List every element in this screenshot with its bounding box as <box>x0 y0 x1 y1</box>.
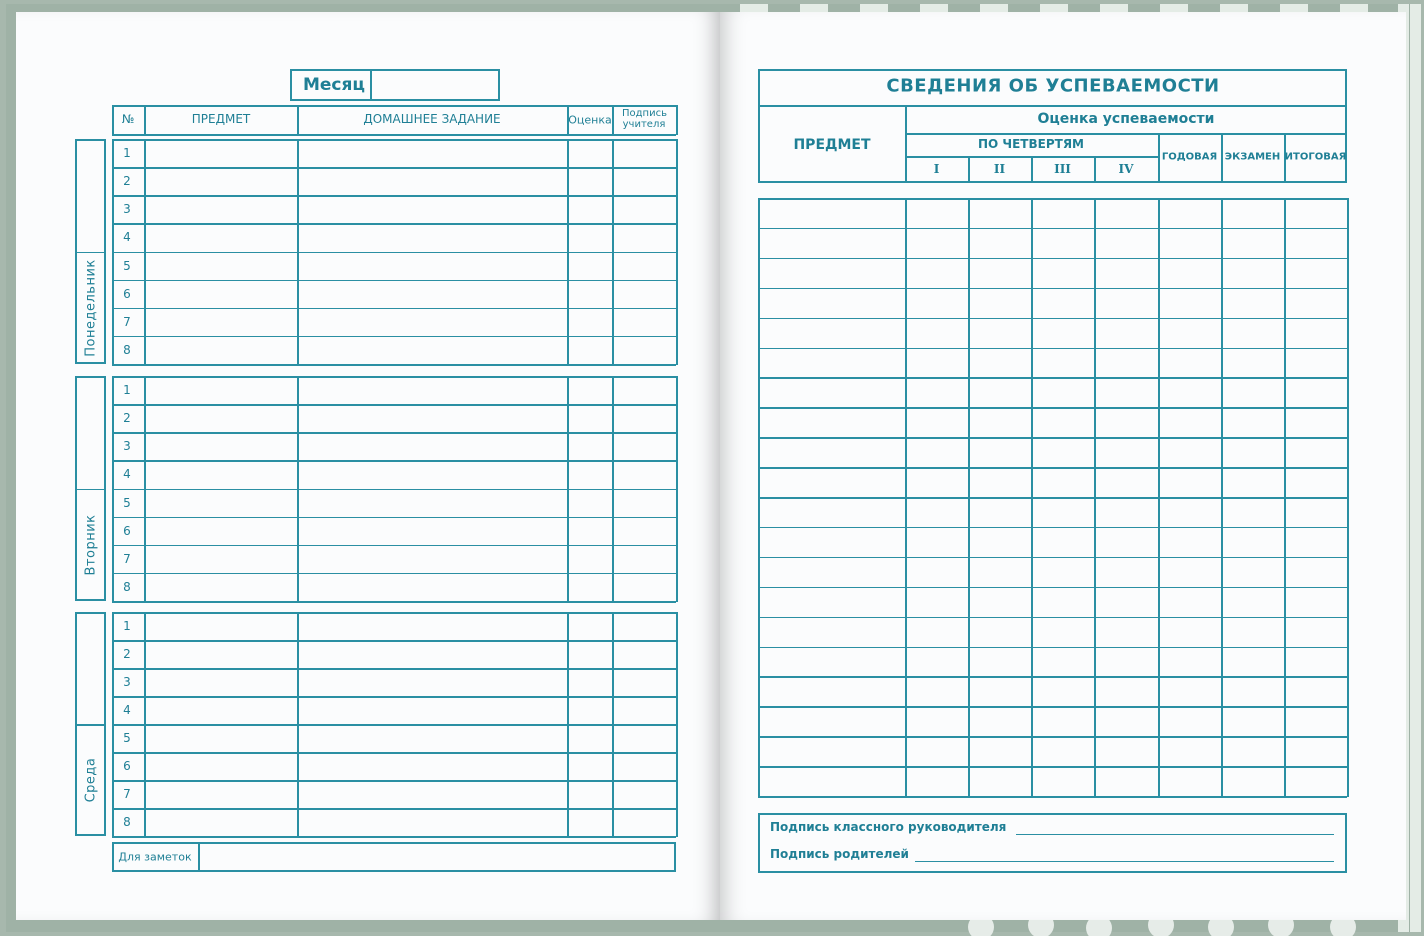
quarters-header: ПО ЧЕТВЕРТЯМ <box>977 137 1085 151</box>
grade-row[interactable] <box>760 200 1345 227</box>
quarter-label: IV <box>1118 162 1134 176</box>
grade-row[interactable] <box>760 708 1345 735</box>
grade-row[interactable] <box>760 619 1345 646</box>
grid-line-h <box>75 252 106 254</box>
grid-line-v <box>1031 156 1033 182</box>
day-label: Вторник <box>83 514 99 576</box>
grid-line-v <box>968 156 970 182</box>
grid-line-h <box>75 724 106 726</box>
header-subject: ПРЕДМЕТ <box>191 112 251 126</box>
row-number: 7 <box>123 787 131 801</box>
row-number: 5 <box>123 495 131 510</box>
grade-row[interactable] <box>760 320 1345 347</box>
right-page-grades <box>720 12 1406 920</box>
day-label: Среда <box>83 757 99 803</box>
homework-row[interactable] <box>146 254 674 279</box>
homework-row[interactable] <box>146 698 674 723</box>
cover-stripe-top <box>920 4 948 12</box>
homework-row[interactable] <box>146 197 674 222</box>
homework-row[interactable] <box>146 310 674 335</box>
grade-row[interactable] <box>760 439 1345 466</box>
notes-label: Для заметок <box>118 850 192 864</box>
month-label: Месяц <box>302 75 366 95</box>
signature-teacher-field[interactable] <box>1016 818 1334 836</box>
grid-line-h <box>75 489 106 491</box>
cover-stripe <box>1410 4 1421 932</box>
homework-row[interactable] <box>146 810 674 835</box>
grade-row[interactable] <box>760 499 1345 526</box>
cover-stripe-top <box>1040 4 1068 12</box>
grid-line-v <box>1158 198 1160 797</box>
grade-row[interactable] <box>760 589 1345 616</box>
homework-row[interactable] <box>146 614 674 639</box>
grid-line-v <box>676 376 678 602</box>
homework-row[interactable] <box>146 406 674 431</box>
grade-row[interactable] <box>760 409 1345 436</box>
row-number: 2 <box>123 411 131 426</box>
grid-line-v <box>112 139 114 365</box>
cover-stripe-top <box>1220 4 1248 12</box>
row-number: 1 <box>123 383 131 398</box>
grid-line-v <box>1158 133 1160 182</box>
row-number: 7 <box>123 314 131 329</box>
grade-row[interactable] <box>760 678 1345 705</box>
grid-line-v <box>612 105 614 135</box>
grade-row[interactable] <box>760 230 1345 257</box>
grade-row[interactable] <box>760 290 1345 317</box>
grid-line-v <box>905 105 907 182</box>
grid-line-v <box>1221 133 1223 182</box>
signature-teacher-label: Подпись классного руководителя <box>770 820 1007 834</box>
homework-row[interactable] <box>146 141 674 166</box>
grid-line-v <box>297 105 299 135</box>
row-number: 4 <box>123 467 131 482</box>
summary-column-label: ИТОГОВАЯ <box>1284 151 1347 163</box>
row-number: 6 <box>123 523 131 538</box>
grid-line-v <box>968 198 970 797</box>
grid-line-v <box>676 612 678 837</box>
grid-line-v <box>112 612 114 837</box>
cover-stripe-top <box>1160 4 1188 12</box>
grades-title: СВЕДЕНИЯ ОБ УСПЕВАЕМОСТИ <box>886 75 1220 97</box>
quarter-label: II <box>993 162 1006 176</box>
row-number: 6 <box>123 759 131 773</box>
row-number: 5 <box>123 258 131 273</box>
row-number: 6 <box>123 286 131 301</box>
homework-row[interactable] <box>146 338 674 363</box>
month-divider <box>370 69 372 101</box>
grid-line-h <box>905 133 1347 135</box>
cover-stripe-top <box>860 4 888 12</box>
grid-line-h <box>112 364 676 366</box>
row-number: 7 <box>123 551 131 566</box>
summary-column-label: ГОДОВАЯ <box>1161 151 1218 163</box>
row-number: 2 <box>123 174 131 189</box>
row-number: 8 <box>123 815 131 829</box>
row-number: 2 <box>123 647 131 661</box>
left-page-homework <box>16 12 720 920</box>
grid-line-h <box>758 796 1347 798</box>
grid-line-h <box>112 134 676 136</box>
grid-line-h <box>758 105 1347 107</box>
homework-row[interactable] <box>146 519 674 544</box>
homework-row[interactable] <box>146 282 674 307</box>
header-homework: ДОМАШНЕЕ ЗАДАНИЕ <box>363 112 501 126</box>
signature-parents-label: Подпись родителей <box>770 847 909 861</box>
grid-line-v <box>676 139 678 365</box>
row-number: 3 <box>123 202 131 217</box>
grade-row[interactable] <box>760 350 1345 377</box>
grid-line-h <box>112 601 676 603</box>
homework-row[interactable] <box>146 782 674 807</box>
cover-stripe-top <box>1100 4 1128 12</box>
subject-header: ПРЕДМЕТ <box>793 137 871 153</box>
grid-line-v <box>112 376 114 602</box>
row-number: 8 <box>123 342 131 357</box>
grade-header: Оценка успеваемости <box>1037 111 1215 127</box>
cover-stripe-top <box>980 4 1008 12</box>
homework-row[interactable] <box>146 575 674 600</box>
signature-parents-field[interactable] <box>915 845 1334 863</box>
cover-stripe-top <box>1280 4 1308 12</box>
row-number: 1 <box>123 619 131 633</box>
row-number: 3 <box>123 675 131 689</box>
homework-row[interactable] <box>146 462 674 487</box>
grid-line-v <box>144 105 146 135</box>
grade-row[interactable] <box>760 469 1345 496</box>
row-number: 3 <box>123 439 131 454</box>
homework-row[interactable] <box>146 754 674 779</box>
grade-row[interactable] <box>760 260 1345 287</box>
homework-row[interactable] <box>146 670 674 695</box>
row-number: 1 <box>123 146 131 161</box>
grid-line-v <box>1284 198 1286 797</box>
grade-row[interactable] <box>760 379 1345 406</box>
grid-line-h <box>112 836 676 838</box>
grid-line-v <box>1094 198 1096 797</box>
grade-row[interactable] <box>760 768 1345 795</box>
grid-line-v <box>1221 198 1223 797</box>
row-number: 4 <box>123 703 131 717</box>
homework-row[interactable] <box>146 169 674 194</box>
notes-field[interactable] <box>200 844 674 870</box>
grade-row[interactable] <box>760 649 1345 676</box>
day-label: Понедельник <box>83 259 99 357</box>
grid-line-v <box>758 198 760 797</box>
homework-row[interactable] <box>146 642 674 667</box>
grid-line-v <box>112 105 114 135</box>
row-number: 4 <box>123 230 131 245</box>
header-signature: Подпись учителя <box>622 108 667 130</box>
homework-row[interactable] <box>146 225 674 250</box>
cover-stripe-top <box>1340 4 1368 12</box>
grid-line-v <box>1094 156 1096 182</box>
grid-line-v <box>905 198 907 797</box>
summary-column-label: ЭКЗАМЕН <box>1224 151 1281 163</box>
grid-line-v <box>676 105 678 135</box>
grade-row[interactable] <box>760 529 1345 556</box>
homework-row[interactable] <box>146 434 674 459</box>
header-grade: Оценка <box>568 113 612 127</box>
month-field[interactable] <box>373 71 498 99</box>
quarter-label: I <box>933 162 940 176</box>
grade-row[interactable] <box>760 738 1345 765</box>
grid-line-v <box>1347 198 1349 797</box>
grade-row[interactable] <box>760 559 1345 586</box>
homework-row[interactable] <box>146 378 674 403</box>
quarter-label: III <box>1054 162 1071 176</box>
cover-stripe-top <box>740 4 768 12</box>
homework-row[interactable] <box>146 726 674 751</box>
cover-stripe-top <box>800 4 828 12</box>
homework-row[interactable] <box>146 491 674 516</box>
header-num: № <box>121 112 135 126</box>
grid-line-h <box>112 105 676 107</box>
row-number: 8 <box>123 579 131 594</box>
grid-line-v <box>1031 198 1033 797</box>
homework-row[interactable] <box>146 547 674 572</box>
row-number: 5 <box>123 731 131 745</box>
